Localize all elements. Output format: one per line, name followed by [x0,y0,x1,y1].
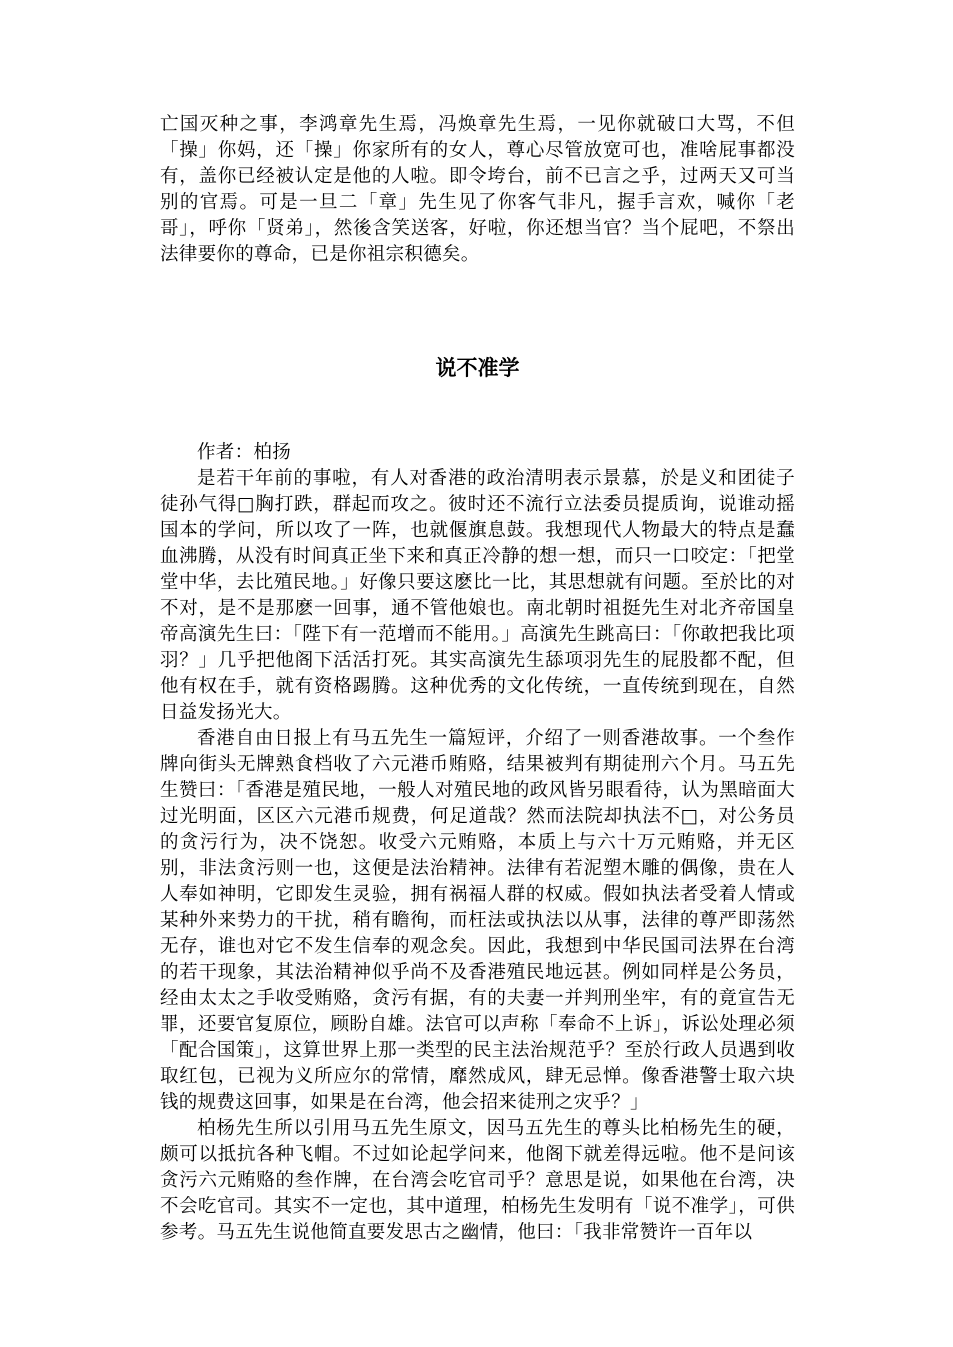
article-paragraph-1: 是若干年前的事啦，有人对香港的政治清明表示景慕，於是义和团徒子徒孙气得□胸打跌，群起而攻之。彼时还不流行立法委员提质询，说谁动摇国本的学问，所以攻了一阵，也就偃旗息鼓。我想现代人物最大的特点是蠢血沸腾，从没有时间真正坐下来和真正冷静的想一想，而只一口咬定：「把堂堂中华，去比殖民地。」好像只要这麽比一比，其思想就有问题。至於比的对不对，是不是那麽一回事，通不管他娘也。南北朝时祖挺先生对北齐帝国皇帝高演先生曰：「陛下有一范增而不能用。」高演先生跳高曰：「你敢把我比项羽？」几乎把他阁下活活打死。其实高演先生舔项羽先生的屁股都不配，但他有权在手，就有资格踢腾。这种优秀的文化传统，一直传统到现在，自然日益发扬光大。 [160,468,795,723]
top-continuation-section [160,112,795,268]
article-author: 作者：柏扬 [197,442,292,463]
article-body [160,440,795,1246]
article-title: 说不准学 [435,356,520,380]
article-paragraph-3: 柏杨先生所以引用马五先生原文，因马五先生的尊头比柏杨先生的硬，颇可以抵抗各种飞帽。不过如论起学问来，他阁下就差得远啦。他不是问该贪污六元贿赂的叁作牌，在台湾会吃官司乎？意思是说，如果他在台湾，决不会吃官司。其实不一定也，其中道理，柏杨先生发明有「说不准学」，可供参考。马五先生说他简直要发思古之幽情，他曰：「我非常赞许一百年以 [160,1118,795,1243]
continuation-paragraph: 亡国灭种之事，李鸿章先生焉，冯焕章先生焉，一见你就破口大骂，不但「操」你妈，还「操」你家所有的女人，尊心尽管放宽可也，准啥屁事都没有，盖你已经被认定是他的人啦。即令垮台，前不已言之乎，过两天又可当别的官焉。可是一旦二「章」先生见了你客气非凡，握手言欢，喊你「老哥」，呼你「贤弟」，然後含笑送客，好啦，你还想当官？当个屁吧，不祭出法律要你的尊命，已是你祖宗积德矣。 [160,114,795,265]
article-paragraph-2: 香港自由日报上有马五先生一篇短评，介绍了一则香港故事。一个叁作牌向街头无牌熟食档收了六元港币贿赂，结果被判有期徒刑六个月。马五先生赞曰：「香港是殖民地，一般人对殖民地的政风皆另眼看待，认为黑暗面大过光明面，区区六元港币规费，何足道哉？然而法院却执法不□，对公务员的贪污行为，决不饶恕。收受六元贿赂，本质上与六十万元贿赂，并无区别，非法贪污则一也，这便是法治精神。法律有若泥塑木雕的偶像，贵在人人奉如神明，它即发生灵验，拥有祸福人群的权威。假如执法者受着人情或某种外来势力的干扰，稍有瞻徇，而枉法或执法以从事，法律的尊严即荡然无存，谁也对它不发生信奉的观念矣。因此，我想到中华民国司法界在台湾的若干现象，其法治精神似乎尚不及香港殖民地远甚。例如同样是公务员，经由太太之手收受贿赂，贪污有据，有的夫妻一并判刑坐牢，有的竟宣告无罪，还要官复原位，顾盼自雄。法官可以声称「奉命不上诉」，诉讼处理必须「配合国策」，这算世界上那一类型的民主法治规范乎？至於行政人员遇到收取红包，已视为义所应尔的常情，靡然成风，肆无忌惮。像香港警士取六块钱的规费这回事，如果是在台湾，他会招来徒刑之灾乎？」 [160,728,795,1113]
